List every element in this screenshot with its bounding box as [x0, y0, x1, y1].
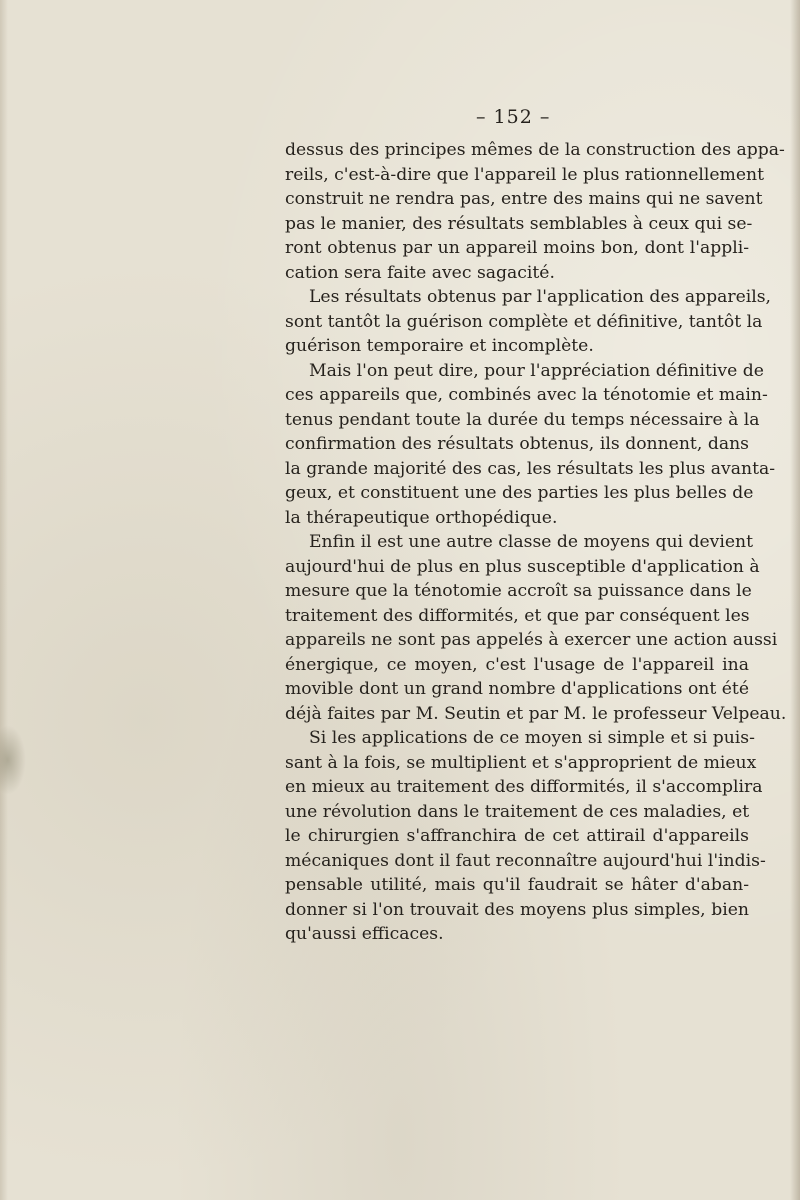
paragraph-start-line: Les résultats obtenus par l'application des appareils,: [309, 287, 772, 307]
text-line: ces appareils que, combinés avec la ténotomie et main-: [285, 385, 768, 405]
paper-stain: [0, 725, 26, 795]
page-right-edge-shadow: [790, 0, 800, 1200]
text-line: pas le manier, des résultats semblables à ceux qui se-: [285, 213, 753, 234]
text-line: ront obtenus par un appareil moins bon, dont l'appli-: [285, 238, 749, 258]
page-number: – 152 –: [476, 106, 551, 128]
text-line: qu'aussi efficaces.: [285, 924, 444, 944]
text-line: aujourd'hui de plus en plus susceptible d'application à: [285, 556, 760, 577]
paragraph-start-line: Si les applications de ce moyen si simple et si puis-: [309, 728, 755, 748]
text-line: donner si l'on trouvait des moyens plus simples, bien: [285, 899, 749, 920]
paragraph-start-line: Enfin il est une autre classe de moyens qui devient: [309, 532, 754, 552]
text-line: construit ne rendra pas, entre des mains qui ne savent: [285, 189, 763, 209]
text-line: mesure que la ténotomie accroît sa puissance dans le: [285, 581, 752, 601]
text-line: une révolution dans le traitement de ces maladies, et: [285, 801, 750, 822]
text-line: mécaniques dont il faut reconnaître aujourd'hui l'indis-: [285, 850, 766, 871]
page-left-edge-shadow: [0, 0, 8, 1200]
text-line: déjà faites par M. Seutin et par M. le professeur Velpeau.: [285, 703, 787, 724]
text-line: cation sera faite avec sagacité.: [285, 262, 555, 283]
text-line: appareils ne sont pas appelés à exercer une action aussi: [285, 630, 778, 650]
text-line: pensable utilité, mais qu'il faudrait se hâter d'aban-: [285, 875, 749, 895]
text-line: confirmation des résultats obtenus, ils donnent, dans: [285, 434, 749, 454]
text-line: movible dont un grand nombre d'applications ont été: [285, 679, 749, 699]
body-text: [285, 138, 787, 947]
text-line: sont tantôt la guérison complète et définitive, tantôt la: [285, 311, 763, 332]
text-line: la grande majorité des cas, les résultats les plus avanta-: [285, 458, 776, 479]
text-line: en mieux au traitement des difformités, il s'accomplira: [285, 777, 763, 797]
text-line: geux, et constituent une des parties les plus belles de: [285, 483, 754, 503]
text-line: dessus des principes mêmes de la construction des appa-: [285, 140, 785, 160]
text-line: la thérapeutique orthopédique.: [285, 507, 558, 528]
text-line: énergique, ce moyen, c'est l'usage de l'appareil ina: [285, 654, 749, 675]
text-line: le chirurgien s'affranchira de cet attirail d'appareils: [285, 826, 749, 846]
text-line: sant à la fois, se multiplient et s'approprient de mieux: [285, 752, 757, 773]
paragraph-start-line: Mais l'on peut dire, pour l'appréciation définitive de: [309, 360, 764, 381]
text-line: tenus pendant toute la durée du temps nécessaire à la: [285, 409, 760, 430]
text-line: reils, c'est-à-dire que l'appareil le plus rationnellement: [285, 164, 764, 185]
text-line: guérison temporaire et incomplète.: [285, 336, 594, 356]
text-line: traitement des difformités, et que par conséquent les: [285, 605, 750, 626]
